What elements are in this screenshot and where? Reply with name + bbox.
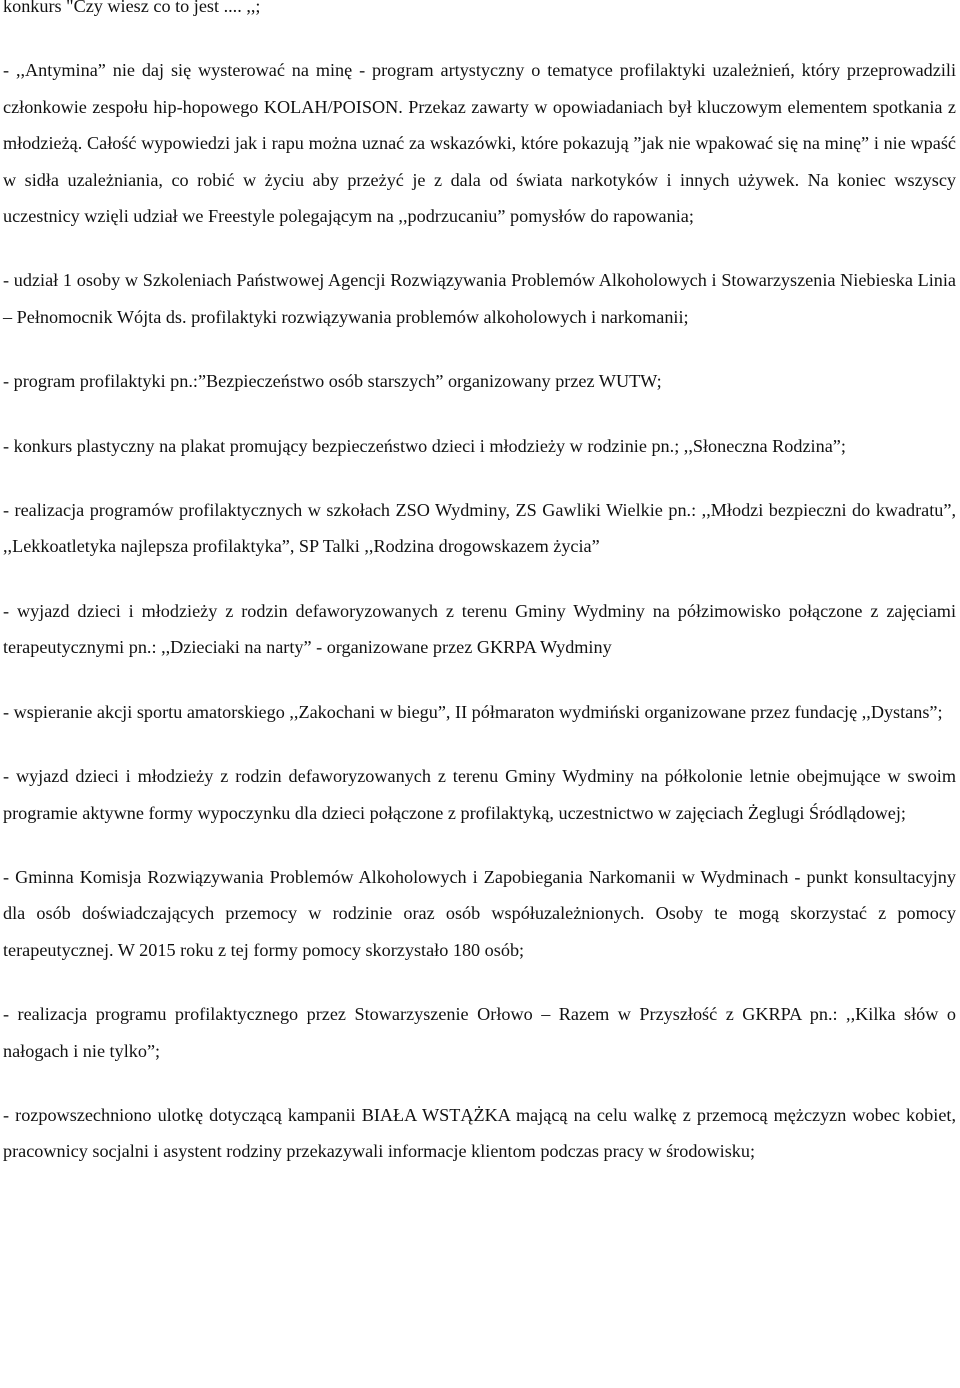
paragraph-winter-camp: - wyjazd dzieci i młodzieży z rodzin defaworyzowanych z terenu Gminy Wydminy na półzimowisko połączone z zajęciami terapeutycznymi pn.: ,,Dzieciaki na narty” - organizowane przez GKRPA Wydminy (3, 600, 956, 658)
paragraph-amateur-sport: - wspieranie akcji sportu amatorskiego ,,Zakochani w biegu”, II półmaraton wydmiński organizowane przez fundację ,,Dystans”; (3, 701, 943, 722)
paragraph-poster-contest: - konkurs plastyczny na plakat promujący bezpieczeństwo dzieci i młodzieży w rodzinie pn.; ,,Słoneczna Rodzina”; (3, 435, 846, 456)
paragraph-elderly-safety-program: - program profilaktyki pn.:”Bezpieczeństwo osób starszych” organizowany przez WUTW; (3, 371, 662, 392)
paragraph-contest-heading: konkurs "Czy wiesz co to jest .... ,,; (3, 0, 261, 16)
paragraph-summer-camp: - wyjazd dzieci i młodzieży z rodzin defaworyzowanych z terenu Gminy Wydminy na półkolonie letnie obejmujące w swoim programie aktywne formy wypoczynku dla dzieci połączone z profilaktyką, uczestnictwo w zajęciach Żeglugi Śródlądowej; (3, 766, 956, 823)
paragraph-orlowo-program: - realizacja programu profilaktycznego przez Stowarzyszenie Orłowo – Razem w Przyszłość z GKRPA pn.: ,,Kilka słów o nałogach i nie tylko”; (3, 1004, 956, 1061)
paragraph-parpa-training: - udział 1 osoby w Szkoleniach Państwowej Agencji Rozwiązywania Problemów Alkoholowych i Stowarzyszenia Niebieska Linia – Pełnomocnik Wójta ds. profilaktyki rozwiązywania problemów alkoholowych i narkomanii; (3, 270, 956, 327)
paragraph-consultation-point: - Gminna Komisja Rozwiązywania Problemów Alkoholowych i Zapobiegania Narkomanii w Wydminach - punkt konsultacyjny dla osób doświadczających przemocy w rodzinie oraz osób współuzależnionych. Osoby te mogą skorzystać z pomocy terapeutycznej. W 2015 roku z tej formy pomocy skorzystało 180 osób; (3, 866, 956, 960)
paragraph-white-ribbon-campaign: - rozpowszechniono ulotkę dotyczącą kampanii BIAŁA WSTĄŻKA mającą na celu walkę z przemocą mężczyzn wobec kobiet, pracownicy socjalni i asystent rodziny przekazywali informacje klientom podczas pracy w środowisku; (3, 1104, 956, 1162)
paragraph-school-programs: - realizacja programów profilaktycznych w szkołach ZSO Wydminy, ZS Gawliki Wielkie pn.: ,,Młodzi bezpieczni do kwadratu”, ,,Lekkoatletyka najlepsza profilaktyka”, SP Talki ,,Rodzina drogowskazem życia” (3, 500, 956, 557)
paragraph-antymina-program: - ,,Antymina” nie daj się wysterować na minę - program artystyczny o tematyce profilaktyki uzależnień, który przeprowadzili członkowie zespołu hip-hopowego KOLAH/POISON. Przekaz zawarty w opowiadaniach był kluczowym elementem spotkania z młodzieżą. Całość wypowiedzi jak i rapu można uznać za wskazówki, które pokazują ”jak nie wpakować się na minę” i nie wpaść w sidła uzależniania, co robić w życiu aby przeżyć je z dala od świata narkotyków i innych używek. Na koniec wszyscy uczestnicy wzięli udział we Freestyle polegającym na ,,podrzucaniu” pomysłów do rapowania; (3, 60, 956, 227)
